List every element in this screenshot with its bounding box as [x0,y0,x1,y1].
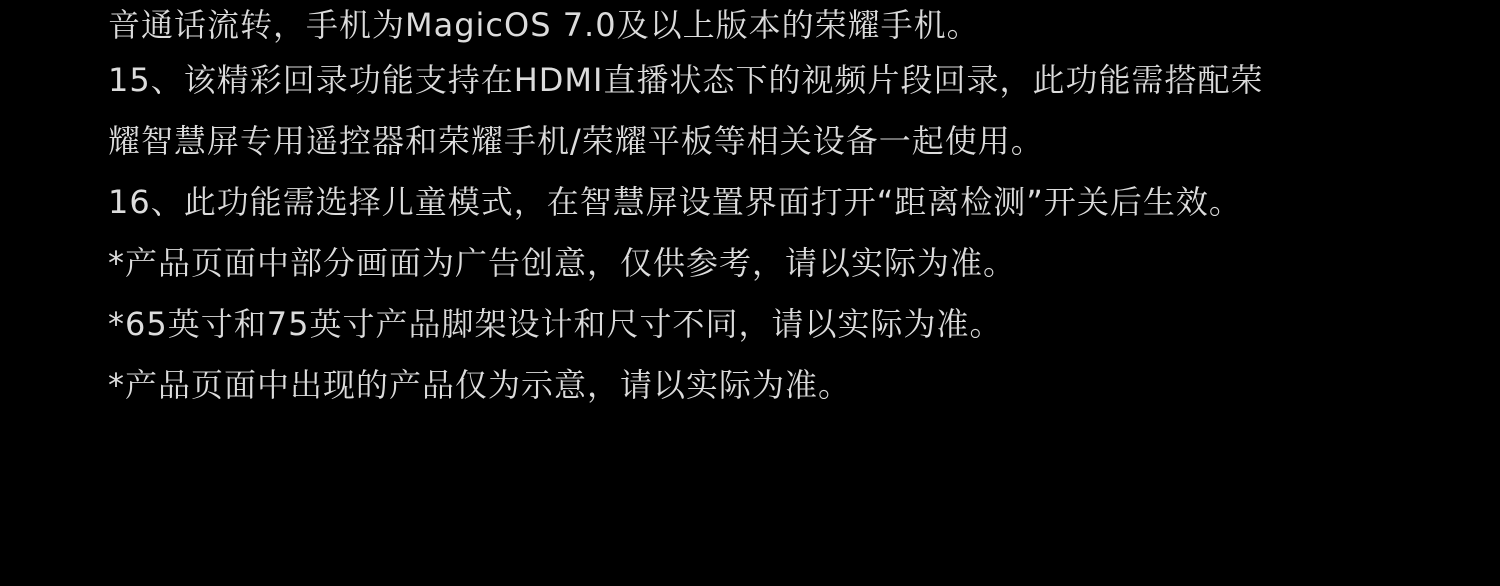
footnote-line: 音通话流转，手机为MagicOS 7.0及以上版本的荣耀手机。 [108,6,980,44]
footnote-line: *产品页面中出现的产品仅为示意，请以实际为准。 [108,366,852,404]
footnote-line: 16、此功能需选择儿童模式，在智慧屏设置界面打开“距离检测”开关后生效。 [108,183,1242,221]
footnote-line: 耀智慧屏专用遥控器和荣耀手机/荣耀平板等相关设备一起使用。 [108,122,1044,160]
footnote-line: *65英寸和75英寸产品脚架设计和尺寸不同，请以实际为准。 [108,305,1003,343]
footnote-line: 15、该精彩回录功能支持在HDMI直播状态下的视频片段回录，此功能需搭配荣 [108,61,1264,99]
footnote-line: *产品页面中部分画面为广告创意，仅供参考，请以实际为准。 [108,244,1017,282]
footnotes-block [108,0,1488,416]
